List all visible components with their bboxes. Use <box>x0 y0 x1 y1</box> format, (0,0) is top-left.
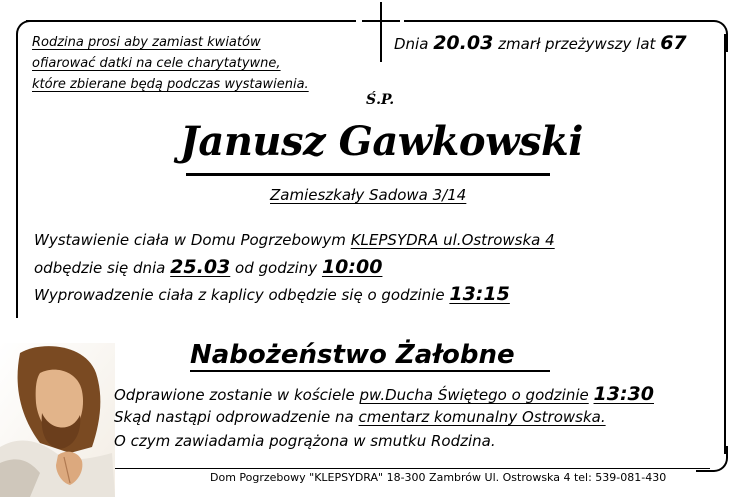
procession-time: 13:15 <box>449 283 510 305</box>
service-title-underline <box>190 370 550 372</box>
service-line-3 <box>114 432 496 450</box>
viewing-date: 25.03 <box>170 256 231 278</box>
death-info <box>394 32 687 54</box>
note-line: Rodzina prosi aby zamiast kwiatów <box>32 35 261 50</box>
service-church: pw.Ducha Świętego o godzinie <box>359 386 589 404</box>
viewing-from-text: od godziny <box>235 259 318 277</box>
frame-right <box>724 34 726 454</box>
viewing-time: 10:00 <box>321 256 383 278</box>
donation-note <box>32 32 352 95</box>
cemetery-text: Skąd nastąpi odprowadzenie na <box>114 408 354 426</box>
service-line-1 <box>114 383 654 405</box>
death-middle: zmarł przeżywszy lat <box>498 35 656 53</box>
note-line: które zbierane będą podczas wystawienia. <box>32 77 309 92</box>
viewing-line-1 <box>34 231 555 249</box>
viewing-line-3 <box>34 283 510 305</box>
frame-top-right <box>404 20 714 22</box>
funeral-home-footer: Dom Pogrzebowy "KLEPSYDRA" 18-300 Zambrów Ul. Ostrowska 4 tel: 539-081-430 <box>210 471 667 484</box>
death-date: 20.03 <box>433 32 494 54</box>
viewing-line-2 <box>34 256 382 278</box>
frame-top-left <box>26 20 356 22</box>
note-line: ofiarować datki na cele charytatywne, <box>32 56 281 71</box>
sp-label: Ś.P. <box>366 92 395 108</box>
cemetery-name: cmentarz komunalny Ostrowska. <box>358 408 606 426</box>
service-text: Odprawione zostanie w kościele <box>114 386 355 404</box>
procession-text: Wyprowadzenie ciała z kaplicy odbędzie się o godzinie <box>34 286 445 304</box>
viewing-place: KLEPSYDRA ul.Ostrowska 4 <box>350 231 555 249</box>
viewing-date-text: odbędzie się dnia <box>34 259 166 277</box>
frame-left <box>16 34 18 318</box>
frame-bottom <box>112 468 710 469</box>
praying-jesus-image <box>0 343 115 497</box>
deceased-name: Janusz Gawkowski <box>180 118 583 165</box>
name-underline <box>186 173 550 176</box>
death-age: 67 <box>660 32 687 54</box>
viewing-text: Wystawienie ciała w Domu Pogrzebowym <box>34 231 346 249</box>
death-prefix: Dnia <box>394 35 429 53</box>
service-line-2 <box>114 408 606 426</box>
deceased-address: Zamieszkały Sadowa 3/14 <box>270 186 467 204</box>
service-title: Nabożeństwo Żałobne <box>190 340 515 370</box>
service-time: 13:30 <box>593 383 654 405</box>
family-notice: O czym zawiadamia pogrążona w smutku Rodzina. <box>114 432 496 450</box>
